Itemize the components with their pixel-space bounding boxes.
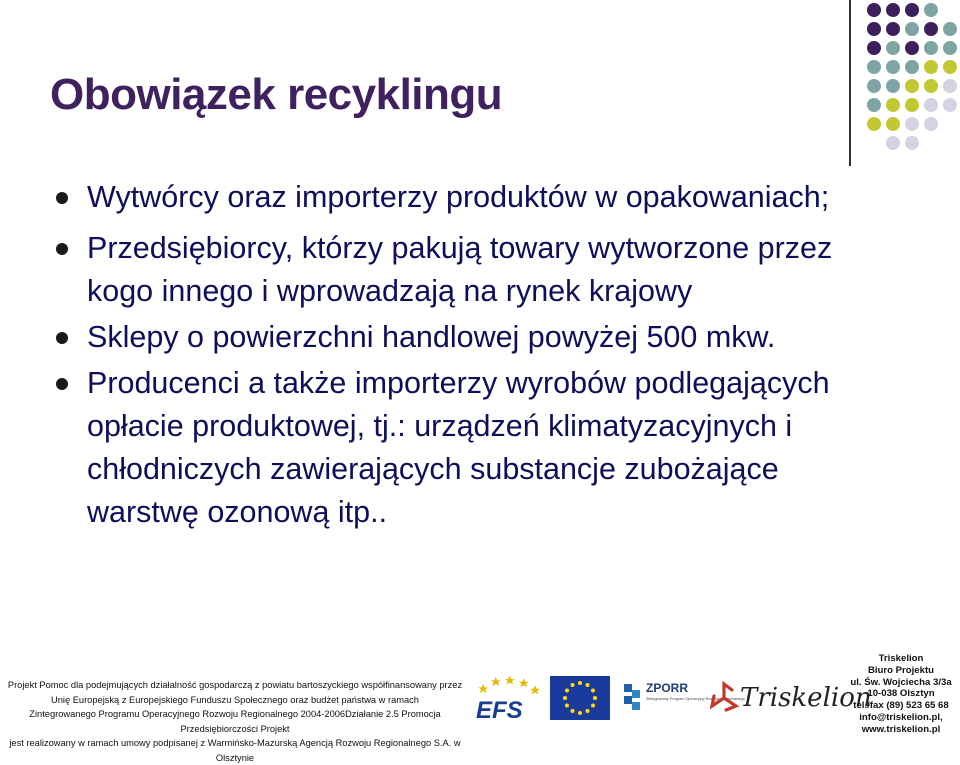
bullet-item [56, 316, 856, 359]
project-info [0, 678, 470, 765]
zporr-logo [622, 678, 745, 718]
zporr-sub-text: Zintegrowany Program Operacyjny Rozwoju Regionalnego [646, 697, 745, 701]
bullet-dot-icon [56, 378, 68, 390]
dot-grid-row-3 [867, 41, 957, 55]
dot-grid-row-8 [886, 136, 919, 150]
vertical-divider [849, 0, 851, 166]
bullet-item [56, 176, 856, 219]
dot-grid-row-4 [867, 60, 957, 74]
efs-stars-icon [478, 676, 540, 695]
bullet-text: Przedsiębiorcy, którzy pakują towary wytworzone przez kogo innego i wprowadzają na rynek krajowy [87, 231, 833, 308]
project-line: Projekt Pomoc dla podejmujących działalność gospodarczą z powiatu bartoszyckiego współfinansowany przez [7, 680, 463, 690]
bullet-item [56, 362, 856, 534]
project-line: Zintegrowanego Programu Operacyjnego Rozwoju Regionalnego 2004-2006Działanie 2.5 Promocja Przedsiębiorczości Projekt [29, 709, 441, 734]
website-link[interactable]: www.triskelion.pl [861, 723, 941, 735]
address-line: Biuro Projektu [867, 664, 935, 676]
bullet-text: Wytwórcy oraz importerzy produktów w opakowaniach; [87, 180, 830, 214]
efs-logo-text: EFS [476, 697, 523, 724]
address-line: Triskelion [878, 653, 924, 664]
bullet-dot-icon [56, 332, 68, 344]
dot-grid-row-1 [867, 3, 938, 17]
slide-title: Obowiązek recyklingu [50, 70, 503, 119]
address-line: 10-038 Olsztyn [867, 688, 935, 700]
dot-grid-row-7 [867, 117, 938, 131]
email-link[interactable]: info@triskelion.pl, [859, 711, 943, 723]
bullet-item [56, 227, 856, 313]
zporr-logo-text: ZPORR [646, 681, 688, 695]
dot-grid-row-5 [867, 79, 957, 93]
bullet-text: Sklepy o powierzchni handlowej powyżej 500 mkw. [87, 320, 776, 354]
bullet-dot-icon [56, 243, 68, 255]
dot-grid-row-2 [867, 22, 957, 36]
eu-flag-icon [550, 676, 610, 720]
project-line: Unię Europejską z Europejskiego Funduszu Społecznego oraz budżet państwa w ramach [51, 694, 419, 705]
dot-grid-row-6 [867, 98, 957, 112]
address-line: tel./fax (89) 523 65 68 [853, 700, 949, 712]
bullet-dot-icon [56, 192, 68, 204]
zporr-mark-icon [624, 684, 640, 710]
address-line: ul. Św. Wojciecha 3/3a [850, 676, 952, 688]
bullet-text: Producenci a także importerzy wyrobów podlegających opłacie produktowej, tj.: urządzeń klimatyzacyjnych i chłodniczych zawierających substancje zubożające warstwę ozonową itp.. [87, 366, 830, 529]
bullet-list [56, 176, 856, 542]
contact-address [842, 653, 960, 736]
triskelion-logo-text: Triskelion [740, 683, 872, 713]
project-line: jest realizowany w ramach umowy podpisanej z Warmińsko-Mazurską Agencją Rozwoju Regionalnego S.A. w Olsztynie [9, 738, 461, 763]
efs-logo [472, 672, 542, 722]
